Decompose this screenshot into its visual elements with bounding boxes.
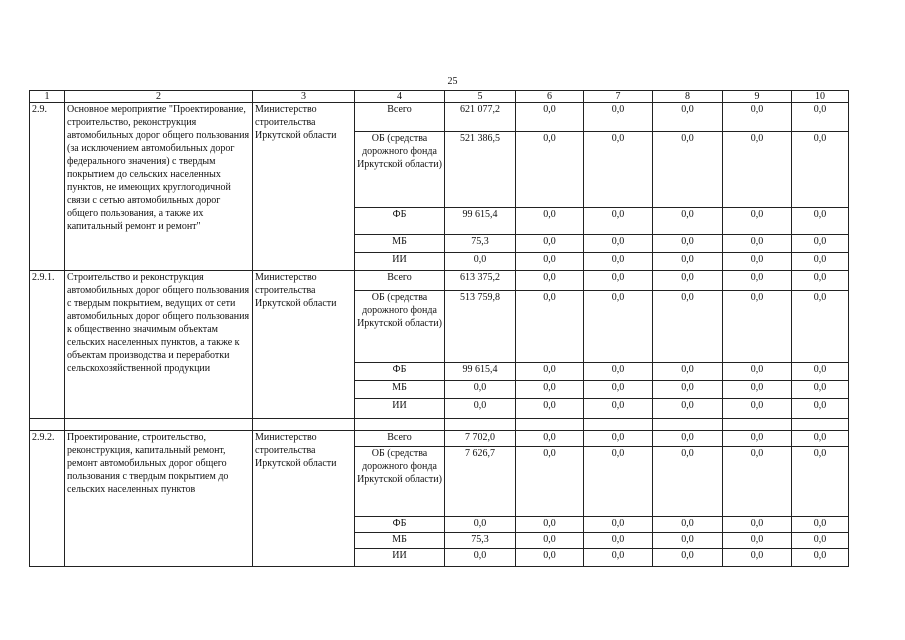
value-cell: 99 615,4	[445, 363, 516, 381]
value-cell: 0,0	[516, 533, 584, 549]
value-cell: 0,0	[516, 517, 584, 533]
funding-source: ОБ (средства дорожного фонда Иркутской области)	[355, 132, 445, 208]
value-cell: 0,0	[792, 235, 849, 253]
item-description: Строительство и реконструкция автомобильных дорог общего пользования с твердым покрытием, ведущих от сети автомобильных дорог общего пользования к общественно значимым объектам сельских населенных пунктов, а также к объектам производства и переработки сельскохозяйственной продукции	[65, 271, 253, 419]
value-cell: 0,0	[653, 381, 723, 399]
value-cell: 0,0	[653, 363, 723, 381]
value-cell: 0,0	[445, 399, 516, 419]
value-cell: 0,0	[516, 235, 584, 253]
value-cell: 0,0	[584, 431, 653, 447]
value-cell: 0,0	[516, 431, 584, 447]
funding-source: ОБ (средства дорожного фонда Иркутской области)	[355, 447, 445, 517]
value-cell: 0,0	[792, 517, 849, 533]
value-cell: 0,0	[792, 549, 849, 567]
value-cell: 0,0	[653, 549, 723, 567]
value-cell: 0,0	[792, 103, 849, 132]
column-header: 1	[30, 91, 65, 103]
value-cell: 0,0	[516, 291, 584, 363]
value-cell: 0,0	[792, 399, 849, 419]
funding-source: ФБ	[355, 363, 445, 381]
column-header: 5	[445, 91, 516, 103]
value-cell: 0,0	[792, 208, 849, 235]
page-number: 25	[447, 76, 458, 87]
value-cell: 613 375,2	[445, 271, 516, 291]
item-code: 2.9.	[30, 103, 65, 271]
value-cell: 0,0	[653, 447, 723, 517]
value-cell: 0,0	[653, 431, 723, 447]
value-cell: 0,0	[653, 533, 723, 549]
value-cell: 0,0	[584, 549, 653, 567]
value-cell: 513 759,8	[445, 291, 516, 363]
value-cell: 0,0	[653, 271, 723, 291]
value-cell: 0,0	[584, 517, 653, 533]
value-cell: 0,0	[653, 208, 723, 235]
table-row	[30, 271, 849, 291]
value-cell: 0,0	[584, 381, 653, 399]
value-cell: 0,0	[516, 381, 584, 399]
funding-source: ФБ	[355, 517, 445, 533]
column-header: 4	[355, 91, 445, 103]
value-cell: 0,0	[516, 103, 584, 132]
budget-table	[29, 90, 849, 567]
column-number-header-row	[30, 91, 849, 103]
value-cell: 0,0	[516, 399, 584, 419]
value-cell: 0,0	[516, 208, 584, 235]
value-cell: 0,0	[723, 253, 792, 271]
value-cell: 75,3	[445, 533, 516, 549]
value-cell: 7 626,7	[445, 447, 516, 517]
value-cell: 99 615,4	[445, 208, 516, 235]
funding-source: МБ	[355, 381, 445, 399]
item-description: Основное мероприятие "Проектирование, строительство, реконструкция автомобильных дорог общего пользования (за исключением автомобильных дорог федерального значения) с твердым покрытием до сельских населенных пунктов, не имеющих круглогодичной связи с сетью автомобильных дорог общего пользования, а также их капитальный ремонт и ремонт"	[65, 103, 253, 271]
value-cell: 0,0	[723, 363, 792, 381]
item-executor: Министерство строительства Иркутской области	[253, 271, 355, 419]
column-header: 7	[584, 91, 653, 103]
value-cell: 0,0	[723, 103, 792, 132]
value-cell: 0,0	[723, 132, 792, 208]
value-cell: 0,0	[584, 132, 653, 208]
value-cell: 0,0	[792, 363, 849, 381]
item-description: Проектирование, строительство, реконструкция, капитальный ремонт, ремонт автомобильных дорог общего пользования с твердым покрытием до сельских населенных пунктов	[65, 431, 253, 567]
value-cell: 0,0	[584, 253, 653, 271]
value-cell: 0,0	[516, 447, 584, 517]
value-cell: 0,0	[723, 517, 792, 533]
funding-source: ФБ	[355, 208, 445, 235]
value-cell: 0,0	[653, 103, 723, 132]
funding-source: ОБ (средства дорожного фонда Иркутской области)	[355, 291, 445, 363]
value-cell: 0,0	[445, 549, 516, 567]
funding-source: ИИ	[355, 549, 445, 567]
value-cell: 0,0	[653, 291, 723, 363]
value-cell: 0,0	[723, 271, 792, 291]
value-cell: 0,0	[516, 271, 584, 291]
value-cell: 0,0	[723, 235, 792, 253]
value-cell: 0,0	[723, 399, 792, 419]
value-cell: 0,0	[584, 533, 653, 549]
value-cell: 0,0	[792, 271, 849, 291]
value-cell: 0,0	[723, 447, 792, 517]
table-row	[30, 431, 849, 447]
column-header: 3	[253, 91, 355, 103]
value-cell: 0,0	[516, 549, 584, 567]
value-cell: 0,0	[792, 291, 849, 363]
value-cell: 0,0	[584, 363, 653, 381]
value-cell: 0,0	[653, 399, 723, 419]
column-header: 6	[516, 91, 584, 103]
value-cell: 0,0	[516, 253, 584, 271]
value-cell: 0,0	[792, 381, 849, 399]
column-header: 8	[653, 91, 723, 103]
value-cell: 621 077,2	[445, 103, 516, 132]
column-header: 10	[792, 91, 849, 103]
funding-source: Всего	[355, 431, 445, 447]
value-cell: 521 386,5	[445, 132, 516, 208]
value-cell: 0,0	[516, 363, 584, 381]
value-cell: 0,0	[792, 447, 849, 517]
funding-source: МБ	[355, 533, 445, 549]
item-code: 2.9.1.	[30, 271, 65, 419]
value-cell: 0,0	[792, 533, 849, 549]
funding-source: Всего	[355, 103, 445, 132]
value-cell: 0,0	[792, 431, 849, 447]
item-code: 2.9.2.	[30, 431, 65, 567]
value-cell: 0,0	[584, 291, 653, 363]
value-cell: 0,0	[584, 399, 653, 419]
funding-source: МБ	[355, 235, 445, 253]
value-cell: 0,0	[584, 447, 653, 517]
value-cell: 0,0	[723, 291, 792, 363]
value-cell: 0,0	[584, 208, 653, 235]
value-cell: 0,0	[584, 271, 653, 291]
value-cell: 0,0	[653, 235, 723, 253]
value-cell: 0,0	[584, 235, 653, 253]
value-cell: 0,0	[653, 253, 723, 271]
value-cell: 0,0	[723, 431, 792, 447]
column-header: 9	[723, 91, 792, 103]
value-cell: 0,0	[653, 132, 723, 208]
funding-source: ИИ	[355, 253, 445, 271]
item-executor: Министерство строительства Иркутской области	[253, 103, 355, 271]
value-cell: 0,0	[653, 517, 723, 533]
funding-source: ИИ	[355, 399, 445, 419]
value-cell: 0,0	[445, 517, 516, 533]
funding-source: Всего	[355, 271, 445, 291]
value-cell: 75,3	[445, 235, 516, 253]
value-cell: 7 702,0	[445, 431, 516, 447]
item-executor: Министерство строительства Иркутской области	[253, 431, 355, 567]
separator-row	[30, 419, 849, 431]
value-cell: 0,0	[792, 253, 849, 271]
value-cell: 0,0	[445, 253, 516, 271]
column-header: 2	[65, 91, 253, 103]
value-cell: 0,0	[516, 132, 584, 208]
value-cell: 0,0	[584, 103, 653, 132]
value-cell: 0,0	[723, 208, 792, 235]
table-row	[30, 103, 849, 132]
value-cell: 0,0	[723, 549, 792, 567]
value-cell: 0,0	[723, 533, 792, 549]
value-cell: 0,0	[445, 381, 516, 399]
value-cell: 0,0	[723, 381, 792, 399]
value-cell: 0,0	[792, 132, 849, 208]
